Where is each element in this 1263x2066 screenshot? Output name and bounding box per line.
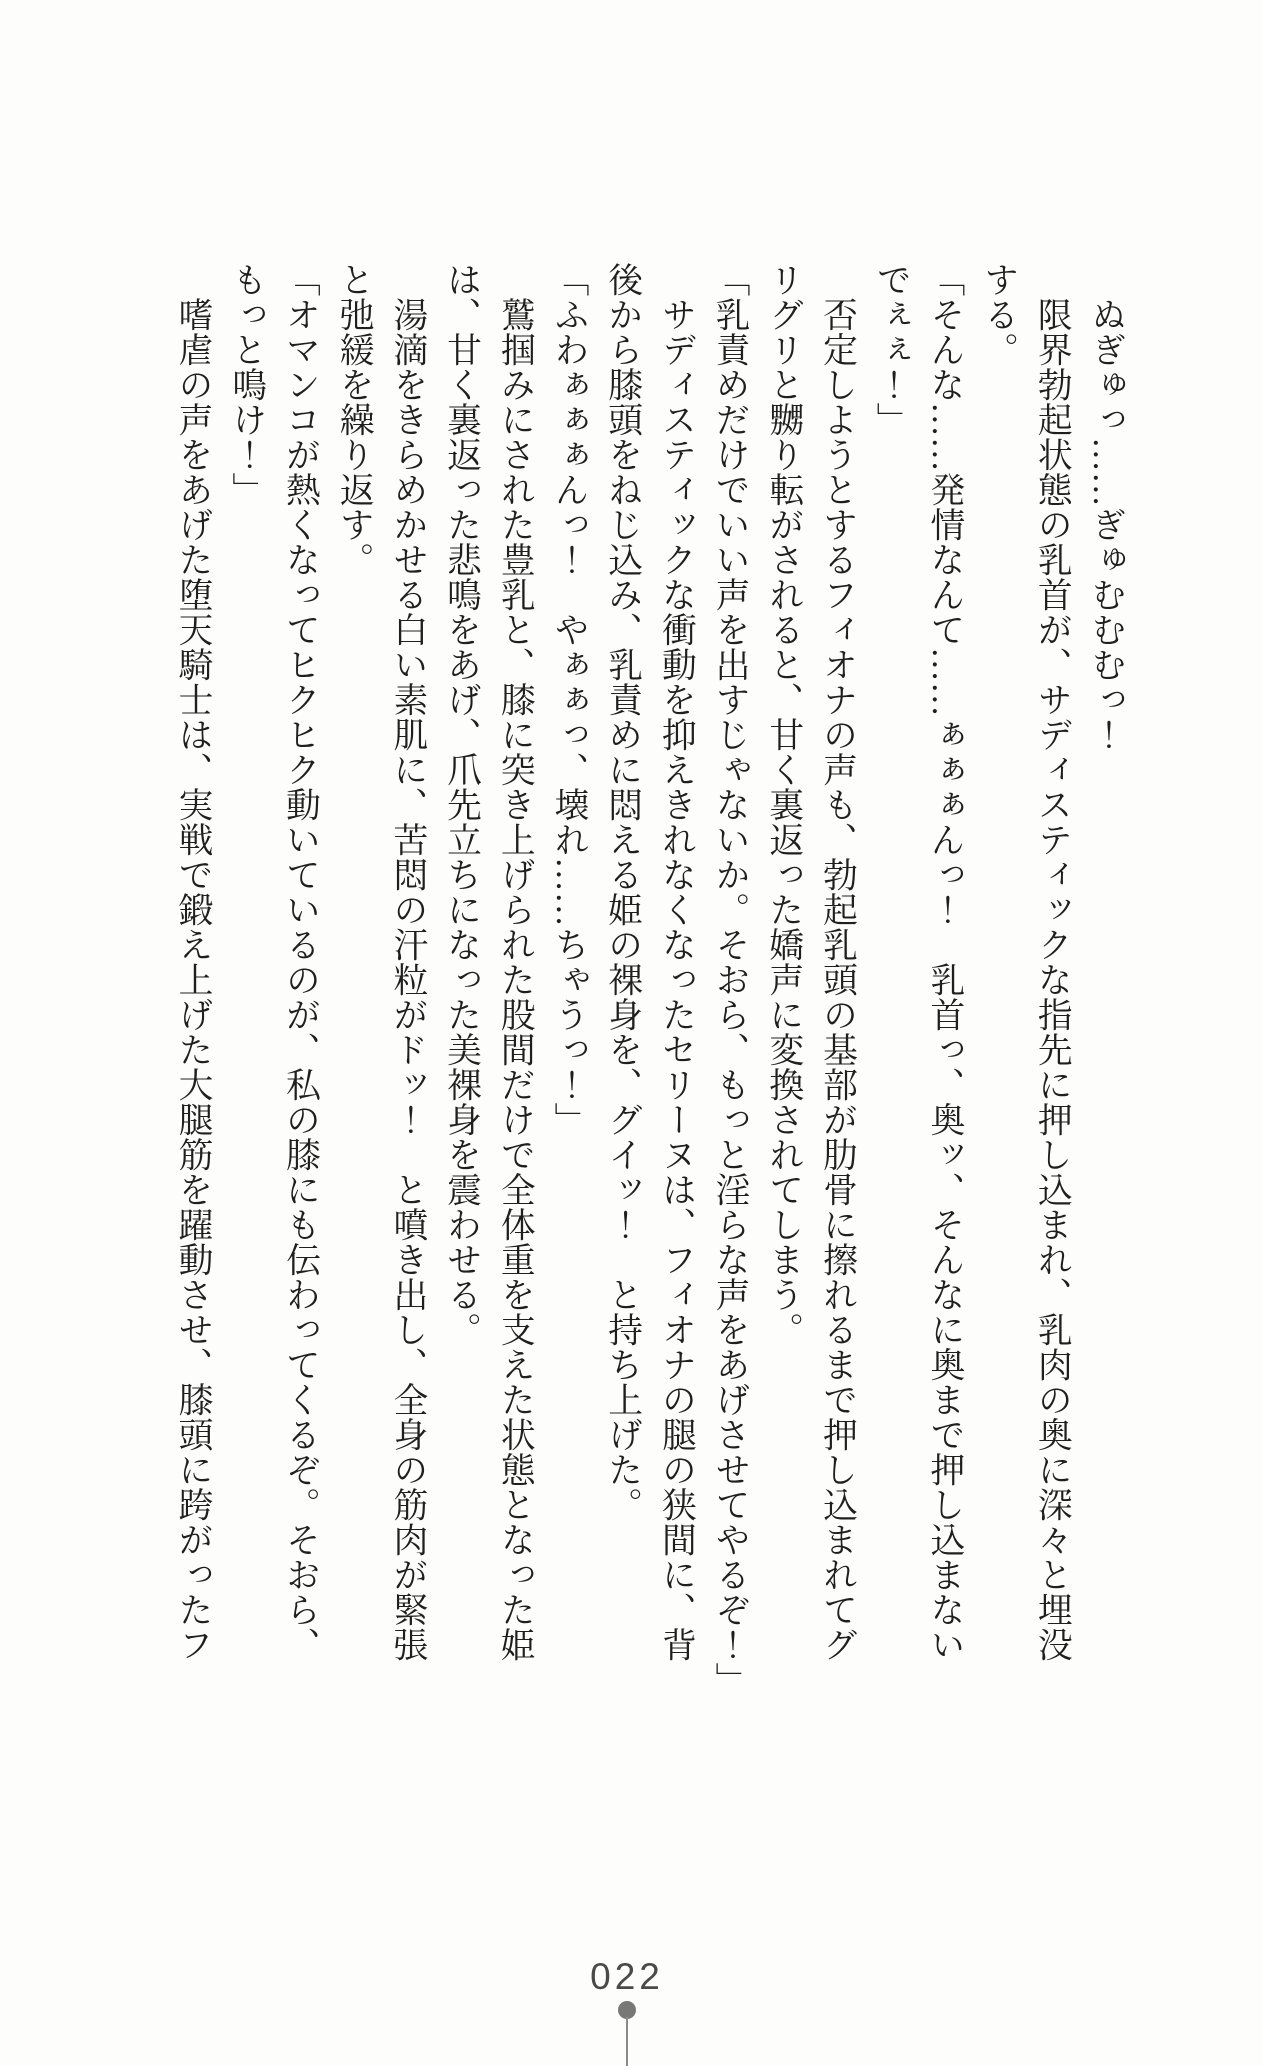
text-line: 鷲掴みにされた豊乳と、膝に突き上げられた股間だけで全体重を支えた状態となった姫 (495, 262, 535, 1662)
text-line: 「オマンコが熱くなってヒクヒク動いているのが、私の膝にも伝わってくるぞ。そおら、 (280, 262, 320, 1662)
text-line: 限界勃起状態の乳首が、サディスティックな指先に押し込まれ、乳肉の奥に深々と埋没 (1032, 262, 1072, 1662)
body-text (165, 262, 1132, 1697)
text-line: ぬぎゅっ……ぎゅむむむっ！ (1086, 262, 1125, 752)
text-line: 嗜虐の声をあげた堕天騎士は、実戦で鍛え上げた大腿筋を躍動させ、膝頭に跨がったフ (173, 262, 213, 1662)
text-line: サディスティックな衝動を抑えきれなくなったセリーヌは、フィオナの腿の狭間に、背 (656, 262, 696, 1662)
page-number: 022 (590, 1956, 664, 1997)
text-line: と弛緩を繰り返す。 (334, 262, 374, 577)
text-line: する。 (978, 262, 1018, 367)
text-line: 湯滴をきらめかせる白い素肌に、苦悶の汗粒がドッ！ と噴き出し、全身の筋肉が緊張 (387, 262, 427, 1662)
text-line: 「ふわぁぁぁんっ！ やぁぁっ、壊れ……ちゃうっ！」 (548, 262, 588, 1137)
text-line: もっと鳴け！」 (226, 262, 266, 507)
text-line: は、甘く裏返った悲鳴をあげ、爪先立ちになった美裸身を震わせる。 (441, 262, 481, 1347)
text-line: 後から膝頭をねじ込み、乳責めに悶える姫の裸身を、グイッ！ と持ち上げた。 (602, 262, 642, 1522)
text-line: 否定しようとするフィオナの声も、勃起乳頭の基部が肋骨に擦れるまで押し込まれてグ (817, 262, 857, 1662)
text-line: リグリと嬲り転がされると、甘く裏返った嬌声に変換されてしまう。 (763, 262, 803, 1347)
text-line: 「乳責めだけでいい声を出すじゃないか。そおら、もっと淫らな声をあげさせてやるぞ！」 (710, 262, 750, 1697)
text-line: でぇぇ！」 (871, 262, 911, 437)
folio-rule (626, 2017, 628, 2066)
text-line: 「そんな……発情なんて……ぁぁぁんっ！ 乳首っ、奥ッ、そんなに奥まで押し込まない (924, 262, 964, 1662)
